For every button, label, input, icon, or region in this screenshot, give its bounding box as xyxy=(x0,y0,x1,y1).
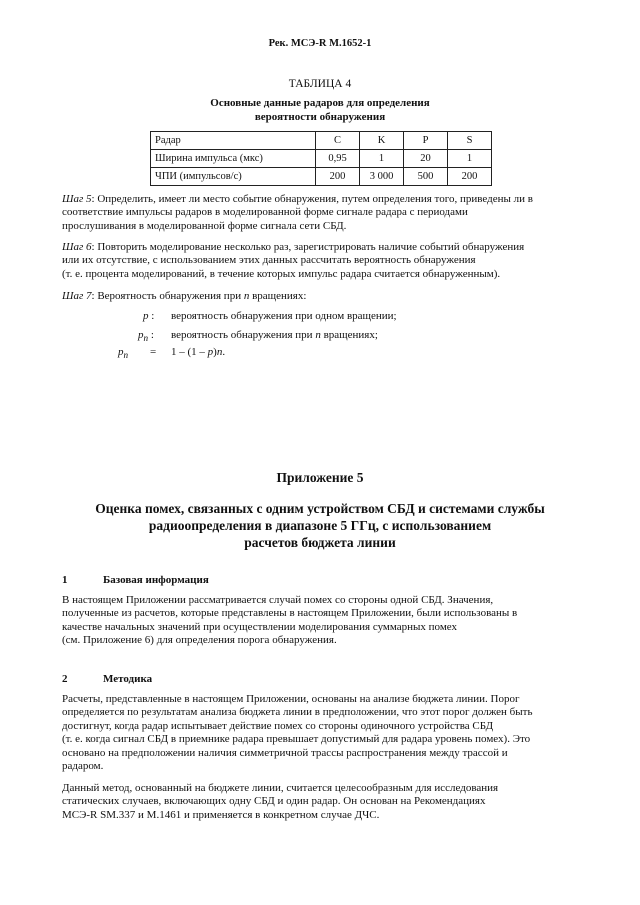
math-variable: p xyxy=(143,310,149,322)
table-cell: ЧПИ (импульсов/с) xyxy=(151,168,316,186)
step-label: Шаг 6 xyxy=(62,241,92,253)
text-line: : Повторить моделирование несколько раз, зарегистрировать наличие событий обнаружения xyxy=(91,241,525,253)
math-subscript: n xyxy=(123,350,129,361)
section-1-paragraph xyxy=(62,594,580,648)
text-fragment: : xyxy=(148,310,155,322)
text-fragment: : xyxy=(148,329,154,341)
text-line: (см. Приложение 6) для определения порога обнаружения. xyxy=(62,634,337,647)
subtitle-line: радиоопределения в диапазоне 5 ГГц, с использованием xyxy=(148,518,492,533)
formula-rhs xyxy=(171,346,225,358)
step-6-paragraph xyxy=(62,241,580,281)
table-cell: K xyxy=(360,132,404,150)
text-fragment: вращениях: xyxy=(249,290,307,302)
text-fragment: вращениях; xyxy=(320,329,378,341)
table-title: ТАБЛИЦА 4 xyxy=(288,78,352,90)
formula xyxy=(118,346,128,360)
text-line: (т. е. когда сигнал СБД в приемнике радара превышает допустимый для радара уровень помех). Это xyxy=(62,733,531,746)
section-2-paragraph-1 xyxy=(62,693,580,773)
table-cell: S xyxy=(448,132,492,150)
math-variable: n xyxy=(243,290,250,302)
table-row xyxy=(151,150,492,168)
text-fragment: . xyxy=(222,346,226,358)
table-cell: 20 xyxy=(404,150,448,168)
text-line: достигнут, когда радар испытывает действие помех со стороны одиночного устройства СБД xyxy=(62,719,494,732)
step-label: Шаг 7 xyxy=(62,290,92,302)
text-line: : Определить, имеет ли место событие обнаружения, путем определения того, приведены ли в xyxy=(91,193,533,205)
section-1-heading xyxy=(62,574,209,586)
table-subtitle xyxy=(0,96,640,124)
definition-pn-text xyxy=(171,329,378,341)
math-variable: n xyxy=(315,329,321,341)
table-cell: 1 xyxy=(360,150,404,168)
math-subscript: n xyxy=(143,333,149,344)
table-cell: 200 xyxy=(316,168,360,186)
text-line: определяется по результатам анализа бюджета линии в предположении, что этот порог должен быть xyxy=(62,706,533,719)
text-line: полученные из расчетов, которые представлены в настоящем Приложении, были использованы в xyxy=(62,607,518,620)
text-line: основано на предположении наличия симметричной трассы распространения между трассой и xyxy=(62,746,508,759)
formula-equals: = xyxy=(150,346,157,358)
math-variable: p xyxy=(118,346,124,358)
table-subtitle-line: вероятности обнаружения xyxy=(254,111,386,123)
text-line: Расчеты, представленные в настоящем Приложении, основаны на анализе бюджета линии. Порог xyxy=(62,693,520,705)
step-5-paragraph xyxy=(62,193,580,233)
text-fragment: ) xyxy=(213,346,217,358)
definition-pn xyxy=(138,329,154,343)
section-title: Методика xyxy=(103,673,153,685)
text-line: В настоящем Приложении рассматривается случай помех со стороны одной СБД. Значения, xyxy=(62,594,494,606)
table-cell: 200 xyxy=(448,168,492,186)
table-cell: Радар xyxy=(151,132,316,150)
text-fragment: : Вероятность обнаружения при xyxy=(91,290,244,302)
text-line: соответствие импульсы радаров в моделированной форме сигнале радара с периодами xyxy=(62,206,468,219)
section-title: Базовая информация xyxy=(103,574,209,586)
table-cell: Ширина импульса (мкс) xyxy=(151,150,316,168)
text-line: Данный метод, основанный на бюджете линии, считается целесообразным для исследования xyxy=(62,782,499,794)
text-line: или их отсутствие, с использованием этих данных рассчитать вероятность обнаружения xyxy=(62,254,476,267)
text-fragment: вероятность обнаружения при xyxy=(171,329,316,341)
section-2-paragraph-2 xyxy=(62,782,580,822)
table-cell: 500 xyxy=(404,168,448,186)
table-cell: P xyxy=(404,132,448,150)
table-cell: C xyxy=(316,132,360,150)
table-cell: 0,95 xyxy=(316,150,360,168)
appendix-subtitle xyxy=(60,500,580,551)
table-cell: 3 000 xyxy=(360,168,404,186)
section-number: 1 xyxy=(62,574,68,586)
table-row xyxy=(151,168,492,186)
section-2-heading xyxy=(62,673,152,685)
definition-p-text: вероятность обнаружения при одном вращении; xyxy=(171,310,397,322)
table-subtitle-line: Основные данные радаров для определения xyxy=(210,97,430,109)
text-line: статических случаев, включающих одну СБД и один радар. Он основан на Рекомендациях xyxy=(62,795,486,808)
math-variable: p xyxy=(138,329,144,341)
subtitle-line: расчетов бюджета линии xyxy=(244,535,396,550)
radar-data-table xyxy=(150,131,492,186)
step-7-paragraph xyxy=(62,290,580,303)
section-number: 2 xyxy=(62,673,68,685)
math-variable: p xyxy=(207,346,214,358)
definition-p xyxy=(143,310,154,322)
text-line: качестве начальных значений при осуществлении моделирования суммарных помех xyxy=(62,620,458,633)
table-cell: 1 xyxy=(448,150,492,168)
subtitle-line: Оценка помех, связанных с одним устройством СБД и системами службы xyxy=(95,501,545,516)
math-variable: n xyxy=(216,346,223,358)
text-line: радаром. xyxy=(62,760,104,773)
text-line: (т. е. процента моделирований, в течение которых импульс радара считается обнаруженным). xyxy=(62,267,501,280)
text-line: прослушивания в моделированной форме сигнала сети СБД. xyxy=(62,219,347,232)
table-row xyxy=(151,132,492,150)
text-fragment: 1 – (1 – xyxy=(171,346,208,358)
step-label: Шаг 5 xyxy=(62,193,92,205)
appendix-title: Приложение 5 xyxy=(276,470,364,485)
text-line: МСЭ-R SM.337 и М.1461 и применяется в конкретном случае ДЧС. xyxy=(62,808,380,821)
page-header: Рек. МСЭ-R M.1652-1 xyxy=(268,38,372,49)
